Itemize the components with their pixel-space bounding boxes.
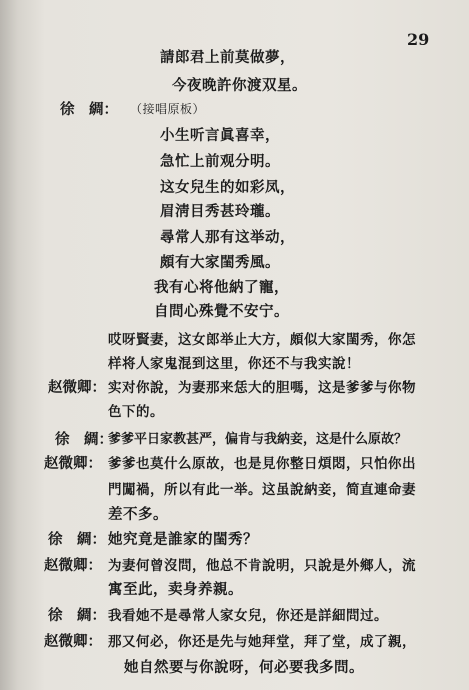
speaker-label: 赵微卿：	[48, 379, 106, 396]
text-line: 我有心将他納了寵，	[154, 279, 289, 296]
text-line: 她自然要与你說呀，何必要我多問。	[124, 659, 364, 676]
stage-direction: （接唱原板）	[130, 102, 206, 116]
text-line: 哎呀賢妻，这女郎举止大方，頗似大家閨秀，你怎	[108, 332, 416, 348]
text-line: 色下的。	[108, 404, 164, 420]
speaker-label: 赵微卿：	[44, 557, 102, 574]
text-line: 爹爹平日家教甚严，偏肯与我納妾，这是什么原故？	[108, 432, 408, 447]
text-line: 請郎君上前莫做夢，	[160, 49, 295, 66]
text-line: 我看她不是尋常人家女兒，你还是詳細問过。	[108, 608, 388, 624]
text-line: 样将人家鬼混到这里，你还不与我实說！	[108, 356, 360, 372]
text-line: 眉淸目秀甚玲瓏。	[160, 203, 280, 220]
page-number: 29	[407, 30, 430, 49]
text-line: 为妻何曾沒問，他总不肯說明，只說是外鄉人，流	[108, 558, 416, 574]
text-line: 那又何必，你还是先与她拜堂，拜了堂，成了親，	[108, 634, 416, 650]
speaker-label: 徐 綢：	[60, 101, 118, 118]
text-line: 今夜晚許你渡双星。	[172, 77, 307, 94]
speaker-label: 徐 綢：	[48, 531, 106, 548]
text-line: 急忙上前观分明。	[160, 153, 280, 170]
text-line: 門闖禍，所以有此一举。这虽說納妾，简直連命妻	[108, 482, 416, 498]
speaker-label: 赵微卿：	[44, 455, 102, 472]
text-line: 尋常人那有这举动，	[160, 229, 295, 246]
text-line: 爹爹也莫什么原故，也是見你整日煩悶，只怕你出	[108, 456, 416, 472]
text-line: 这女兒生的如彩凤，	[160, 179, 295, 196]
text-line: 自問心殊覺不安宁。	[154, 303, 289, 320]
speaker-label: 徐 綢：	[55, 431, 113, 448]
text-line: 寓至此，卖身养親。	[108, 581, 243, 598]
text-line: 实对你說，为妻那来恁大的胆嗎，这是爹爹与你物	[108, 380, 416, 396]
text-line: 差不多。	[108, 506, 168, 523]
speaker-label: 徐 綢：	[48, 607, 106, 624]
text-line: 她究竟是誰家的閨秀？	[108, 531, 258, 548]
text-line: 頗有大家閨秀風。	[160, 254, 280, 271]
speaker-label: 赵微卿：	[44, 633, 102, 650]
text-line: 小生听言眞喜幸，	[160, 127, 280, 144]
